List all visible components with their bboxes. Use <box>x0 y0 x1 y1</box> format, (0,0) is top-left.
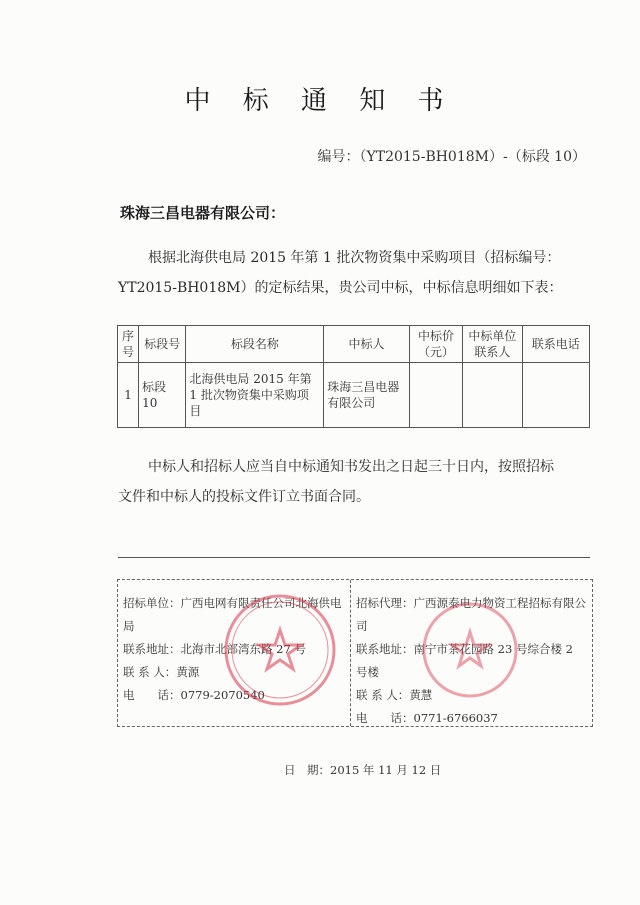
document-title: 中 标 通 知 书 <box>184 86 456 116</box>
cell-section: 标段 10 <box>139 363 186 428</box>
agent-contact-label: 联 系 人： <box>356 688 410 702</box>
agent-address-label: 联系地址： <box>356 642 414 656</box>
tenderer-contact-value: 黄源 <box>176 665 200 679</box>
closing-line: 中标人和招标人应当自中标通知书发出之日起三十日内，按照招标 <box>148 459 554 475</box>
tenderer-phone <box>123 684 345 707</box>
header-name: 标段名称 <box>186 326 324 363</box>
header-seq: 序号 <box>118 326 139 363</box>
cell-phone <box>522 363 589 428</box>
agent-address-value: 南宁市茶花园路 23 号综合楼 2 号楼 <box>356 642 573 679</box>
tenderer-unit-value: 广西电网有限责任公司北海供电局 <box>123 596 342 633</box>
addressee: 珠海三昌电器有限公司： <box>120 204 286 222</box>
agent-unit-label: 招标代理： <box>356 596 414 610</box>
serial-number: 编号：（YT2015-BH018M）-（标段 10） <box>317 149 586 165</box>
tenderer-phone-label: 电 话： <box>123 688 181 702</box>
tenderer-address-label: 联系地址： <box>123 642 181 656</box>
table-header-row <box>118 326 590 363</box>
cell-winner: 珠海三昌电器有限公司 <box>324 363 410 428</box>
separator-line <box>118 557 590 558</box>
agent-phone <box>356 707 588 730</box>
intro-paragraph <box>118 243 588 303</box>
cell-price <box>409 363 462 428</box>
tenderer-address <box>123 638 345 661</box>
cell-seq: 1 <box>118 363 139 428</box>
cell-name: 北海供电局 2015 年第 1 批次物资集中采购项目 <box>186 363 324 428</box>
table-row <box>118 363 590 428</box>
closing-paragraph <box>118 452 588 512</box>
contact-info-box <box>117 579 593 727</box>
agent-unit <box>356 592 588 638</box>
tenderer-unit <box>123 592 345 638</box>
tenderer-address-value: 北海市北部湾东路 27 号 <box>180 642 306 656</box>
closing-line: 文件和中标人的投标文件订立书面合同。 <box>118 489 370 505</box>
issue-date: 日 期：2015 年 11 月 12 日 <box>284 763 442 777</box>
agent-address <box>356 638 588 684</box>
header-winner: 中标人 <box>324 326 410 363</box>
agent-unit-value: 广西源泰电力物资工程招标有限公司 <box>356 596 586 633</box>
agent-phone-value: 0771-6766037 <box>413 711 498 725</box>
agent-contact-value: 黄慧 <box>409 688 433 702</box>
tenderer-contact <box>123 661 345 684</box>
agent-phone-label: 电 话： <box>356 711 414 725</box>
box-divider <box>350 580 351 726</box>
agent-info <box>356 592 588 730</box>
header-contact: 中标单位联系人 <box>463 326 522 363</box>
header-section: 标段号 <box>139 326 186 363</box>
tenderer-phone-value: 0779-2070540 <box>180 688 265 702</box>
award-table <box>117 325 590 428</box>
header-price: 中标价（元） <box>409 326 462 363</box>
agent-contact <box>356 684 588 707</box>
intro-line: YT2015-BH018M）的定标结果，贵公司中标，中标信息明细如下表： <box>118 280 563 296</box>
tenderer-unit-label: 招标单位： <box>123 596 181 610</box>
cell-contact <box>463 363 522 428</box>
intro-line: 根据北海供电局 2015 年第 1 批次物资集中采购项目（招标编号： <box>148 250 561 266</box>
tenderer-contact-label: 联 系 人： <box>123 665 177 679</box>
header-phone: 联系电话 <box>522 326 589 363</box>
tenderer-info <box>123 592 345 707</box>
